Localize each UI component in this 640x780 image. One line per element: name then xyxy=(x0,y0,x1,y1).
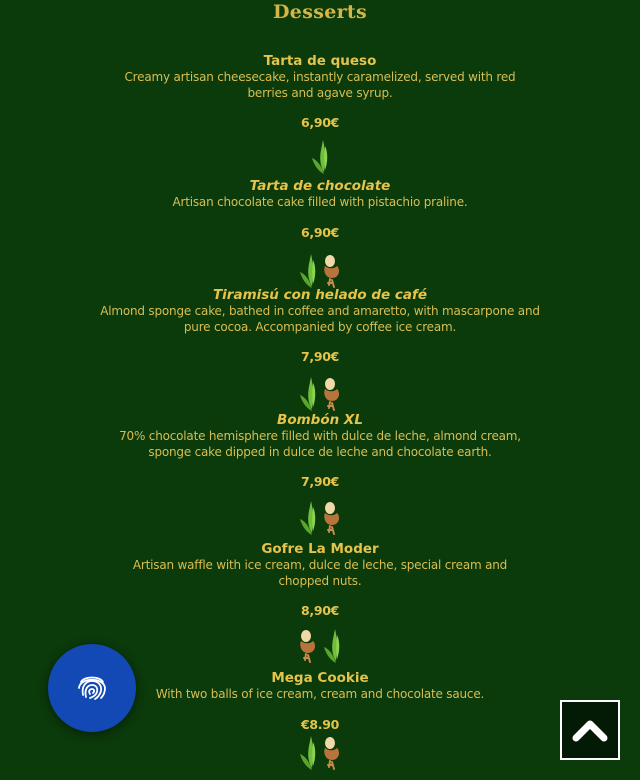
allergen-icons xyxy=(0,138,640,178)
nut-icon xyxy=(321,252,343,292)
item-description: 70% chocolate hemisphere filled with dulce de leche, almond cream, sponge cake dipped in dulce de leche and chocolate earth. xyxy=(119,429,521,459)
fingerprint-button[interactable] xyxy=(48,644,136,732)
item-price: 6,90€ xyxy=(300,115,340,130)
menu-item-tiramisu xyxy=(0,287,640,365)
item-price: 7,90€ xyxy=(300,474,340,489)
chevron-up-icon xyxy=(570,716,610,744)
allergen-icons xyxy=(0,499,640,539)
item-price: 7,90€ xyxy=(300,349,340,364)
scroll-to-top-button[interactable] xyxy=(560,700,620,760)
item-price: 8,90€ xyxy=(300,603,340,618)
item-description: With two balls of ice cream, cream and chocolate sauce. xyxy=(155,687,485,701)
item-name: Tarta de queso xyxy=(263,53,377,69)
menu-item-tarta-de-queso xyxy=(0,53,640,131)
leaf-icon xyxy=(309,138,331,178)
leaf-icon xyxy=(297,375,319,415)
allergen-icons xyxy=(0,734,640,774)
nut-icon xyxy=(321,375,343,415)
allergen-icons xyxy=(0,375,640,415)
section-title: Desserts xyxy=(273,1,367,23)
item-name: Tiramisú con helado de café xyxy=(212,287,428,303)
leaf-icon xyxy=(297,252,319,292)
item-description: Almond sponge cake, bathed in coffee and amaretto, with mascarpone and pure cocoa. Accompanied by coffee ice cream. xyxy=(100,304,540,334)
leaf-icon xyxy=(321,627,343,667)
item-price: €8.90 xyxy=(300,716,340,732)
leaf-icon xyxy=(297,734,319,774)
leaf-icon xyxy=(297,499,319,539)
nut-icon xyxy=(297,627,319,667)
nut-icon xyxy=(321,499,343,539)
menu-item-bombon-xl xyxy=(0,412,640,490)
item-name: Tarta de chocolate xyxy=(249,178,391,194)
allergen-icons xyxy=(0,252,640,292)
fingerprint-icon xyxy=(75,671,109,705)
nut-icon xyxy=(321,734,343,774)
item-name: Gofre La Moder xyxy=(261,541,379,557)
menu-item-gofre-la-moder xyxy=(0,541,640,619)
item-description: Creamy artisan cheesecake, instantly caramelized, served with red berries and agave syrup. xyxy=(124,70,516,100)
item-description: Artisan chocolate cake filled with pistachio praline. xyxy=(172,195,468,209)
item-name: Bombón XL xyxy=(277,412,363,428)
item-price: 6,90€ xyxy=(300,224,340,240)
item-description: Artisan waffle with ice cream, dulce de leche, special cream and chopped nuts. xyxy=(132,558,508,588)
menu-item-tarta-de-chocolate xyxy=(0,178,640,241)
item-name: Mega Cookie xyxy=(271,670,369,686)
